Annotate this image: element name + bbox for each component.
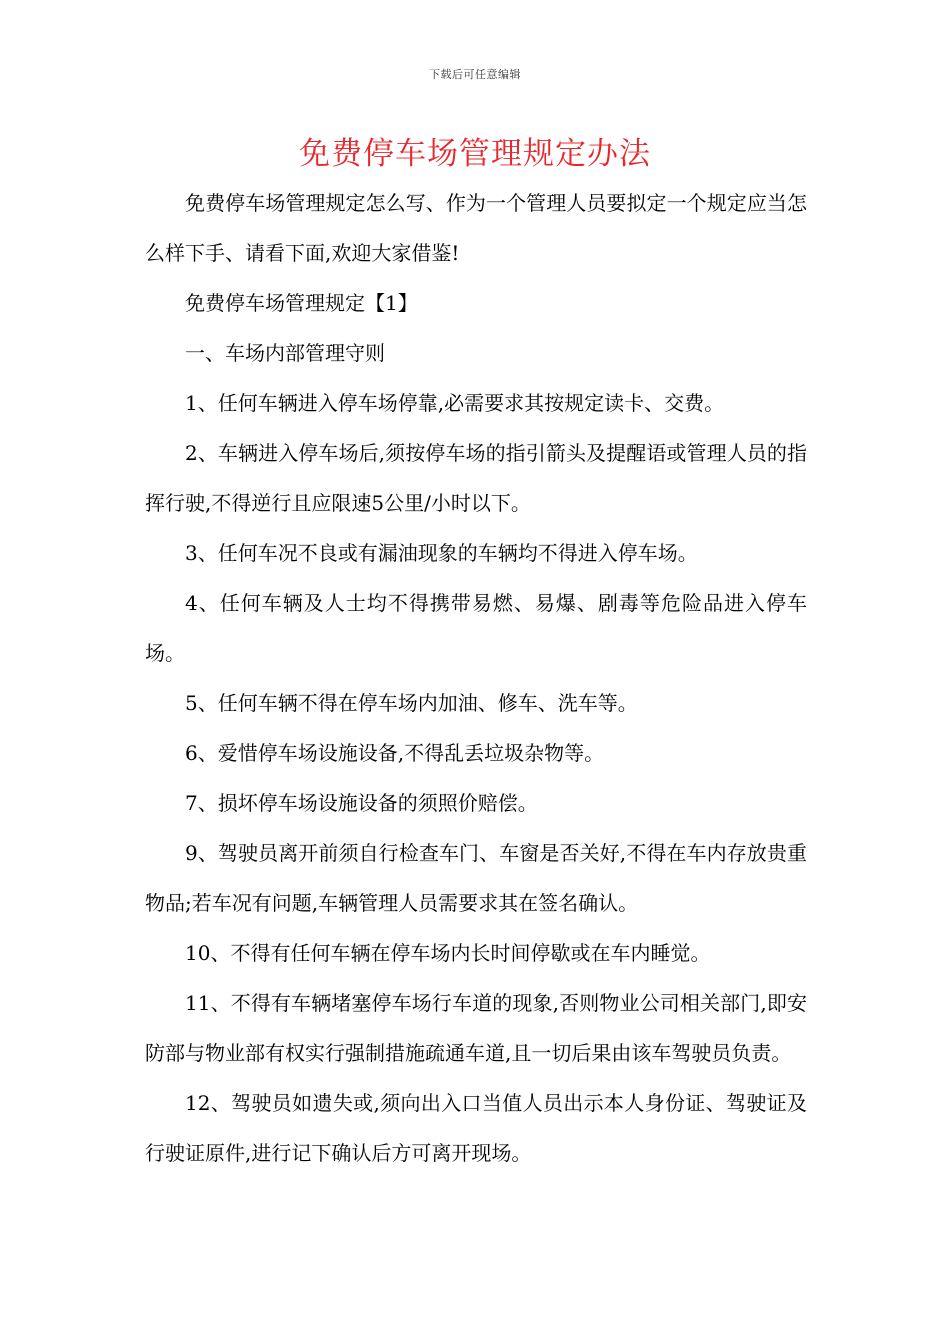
paragraph-rule-1: 1、任何车辆进入停车场停靠,必需要求其按规定读卡、交费。 — [185, 391, 725, 415]
document-body — [145, 178, 807, 1178]
paragraph-section-heading: 免费停车场管理规定【1】 — [185, 291, 418, 315]
paragraph-subheading: 一、车场内部管理守则 — [185, 341, 385, 365]
paragraph-rule-5: 5、任何车辆不得在停车场内加油、修车、洗车等。 — [185, 691, 638, 715]
paragraph-rule-12: 12、驾驶员如遗失或,须向出入口当值人员出示本人身份证、驾驶证及行驶证原件,进行记下确认后方可离开现场。 — [145, 1091, 807, 1165]
paragraph-rule-2: 2、车辆进入停车场后,须按停车场的指引箭头及提醒语或管理人员的指挥行驶,不得逆行且应限速5公里/小时以下。 — [145, 441, 807, 515]
paragraph-rule-4: 4、任何车辆及人士均不得携带易燃、易爆、剧毒等危险品进入停车场。 — [145, 591, 807, 665]
paragraph-rule-3: 3、任何车况不良或有漏油现象的车辆均不得进入停车场。 — [185, 541, 698, 565]
paragraph-rule-9: 9、驾驶员离开前须自行检查车门、车窗是否关好,不得在车内存放贵重物品;若车况有问题,车辆管理人员需要求其在签名确认。 — [145, 841, 807, 915]
document-title: 免费停车场管理规定办法 — [299, 136, 651, 172]
paragraph-rule-11: 11、不得有车辆堵塞停车场行车道的现象,否则物业公司相关部门,即安防部与物业部有权实行强制措施疏通车道,且一切后果由该车驾驶员负责。 — [145, 991, 807, 1065]
paragraph-rule-7: 7、损坏停车场设施设备的须照价赔偿。 — [185, 791, 538, 815]
paragraph-intro: 免费停车场管理规定怎么写、作为一个管理人员要拟定一个规定应当怎么样下手、请看下面,欢迎大家借鉴! — [145, 191, 807, 265]
header-note: 下载后可任意编辑 — [429, 68, 521, 81]
paragraph-rule-10: 10、不得有任何车辆在停车场内长时间停歇或在车内睡觉。 — [185, 941, 711, 965]
paragraph-rule-6: 6、爱惜停车场设施设备,不得乱丢垃圾杂物等。 — [185, 741, 605, 765]
